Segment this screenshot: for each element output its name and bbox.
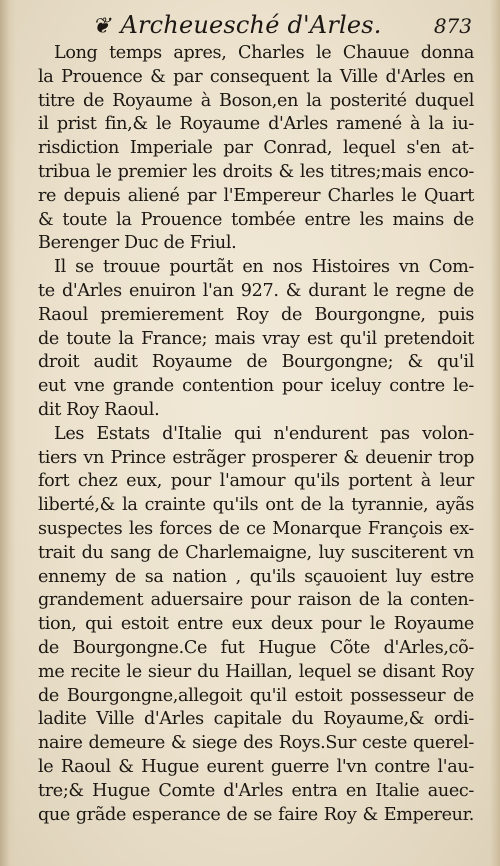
text-line: & toute la Prouence tombée entre les mains de xyxy=(38,209,474,230)
text-line: de toute la France; mais vray est qu'il pretendoit xyxy=(38,328,474,349)
text-line: tribua le premier les droits & les titres;mais enco- xyxy=(38,161,474,182)
text-line: fort chez eux, pour l'amour qu'ils portent à leur xyxy=(38,471,474,492)
text-line: de Bourgongne,allegoit qu'il estoit possesseur de xyxy=(38,685,474,706)
text-line: tiers vn Prince estrãger prosperer & deuenir trop xyxy=(38,447,474,468)
text-line: le Raoul & Hugue eurent guerre l'vn contre l'au- xyxy=(38,756,474,777)
text-line: droit audit Royaume de Bourgongne; & qu'il xyxy=(38,352,474,373)
page-edge-shadow xyxy=(490,0,500,866)
text-line: trait du sang de Charlemaigne, luy susciterent vn xyxy=(38,542,474,563)
text-line: titre de Royaume à Boson,en la posterité duquel xyxy=(38,90,474,111)
text-line: naire demeure & siege des Roys.Sur ceste querel- xyxy=(38,733,474,754)
text-line: Long temps apres, Charles le Chauue donna xyxy=(54,43,474,63)
text-line: que grãde esperance de se faire Roy & Empereur. xyxy=(38,804,474,825)
text-line: Les Estats d'Italie qui n'endurent pas volon- xyxy=(54,423,474,444)
text-line: il prist fin,& le Royaume d'Arles ramené à la iu- xyxy=(38,114,474,135)
text-line: risdiction Imperiale par Conrad, lequel s'en at- xyxy=(38,138,474,159)
text-line: grandement aduersaire pour raison de la conten- xyxy=(38,590,474,611)
text-line: la Prouence & par consequent la Ville d'Arles en xyxy=(38,66,474,87)
text-line: tion, qui estoit entre eux deux pour le Royaume xyxy=(38,614,474,635)
text-line: re depuis aliené par l'Empereur Charles le Quart xyxy=(38,185,474,206)
text-line: liberté,& la crainte qu'ils ont de la tyrannie, ayãs xyxy=(38,495,474,516)
text-line: eut vne grande contention pour iceluy contre le- xyxy=(38,376,474,397)
body-text xyxy=(38,42,474,827)
text-line: tre;& Hugue Comte d'Arles entra en Italie auec- xyxy=(38,780,474,801)
text-line: dit Roy Raoul. xyxy=(38,399,160,420)
text-line: ennemy de sa nation , qu'ils sçauoient luy estre xyxy=(38,566,474,587)
text-line: Berenger Duc de Friul. xyxy=(38,233,237,254)
text-line: Il se trouue pourtãt en nos Histoires vn Com- xyxy=(54,257,474,278)
running-title: Archeuesché d'Arles. xyxy=(120,11,382,39)
text-line: Raoul premierement Roy de Bourgongne, puis xyxy=(38,304,474,325)
text-line: ladite Ville d'Arles capitale du Royaume,& ordi- xyxy=(38,709,474,730)
text-line: me recite le sieur du Haillan, lequel se disant Roy xyxy=(38,661,474,682)
running-header xyxy=(92,10,472,40)
text-line: suspectes les forces de ce Monarque François ex- xyxy=(38,518,474,539)
text-line: te d'Arles enuiron l'an 927. & durant le regne de xyxy=(38,280,474,301)
text-line: de Bourgongne.Ce fut Hugue Cõte d'Arles,cõ- xyxy=(38,637,474,658)
fleuron-icon: ❦ xyxy=(92,14,111,39)
page-number: 873 xyxy=(433,14,472,38)
page-gutter-shadow xyxy=(0,0,16,866)
